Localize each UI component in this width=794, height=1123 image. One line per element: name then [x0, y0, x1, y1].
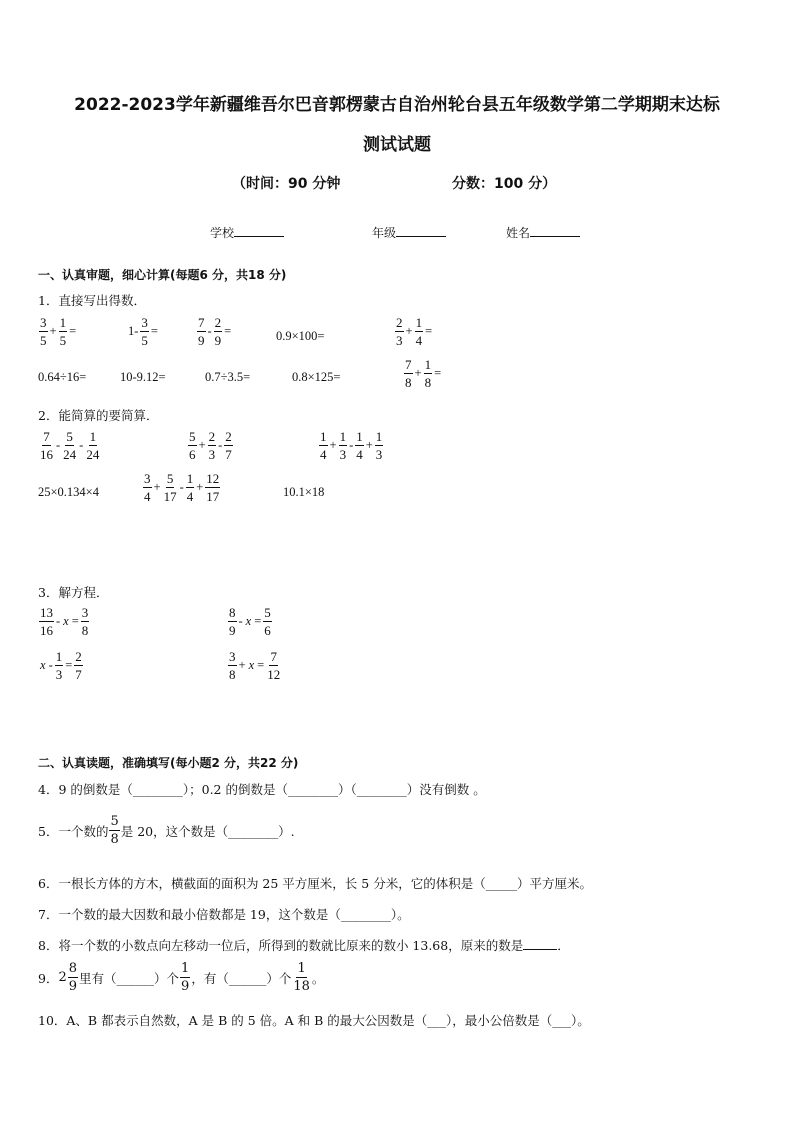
q1-item-c: 7 9 - $\frac{2}{9}$ =	[198, 315, 232, 348]
q1-item-f: 0.64÷16=	[38, 370, 87, 384]
page-title: 2022-2023学年新疆维吾尔巴音郭楞蒙古自治州轮台县五年级数学第二学期期末达标	[74, 95, 720, 115]
time-info: （时间：90 分钟	[232, 176, 341, 192]
q1-item-d: 0.9×100=	[276, 329, 325, 343]
q9: 9． 2 8 9 里有（______）个 1 9 ，有（______）个 1 18 。	[38, 961, 325, 994]
name-field: 姓名	[506, 224, 580, 241]
q3-item-c: x - $\frac{1}{3}$ = $\frac{2}{7}$	[40, 649, 82, 682]
q1-item-i: 0.8×125=	[292, 370, 341, 384]
section1-heading: 一、认真审题，细心计算(每题6 分，共18 分)	[38, 268, 287, 282]
q2-title: 2．能简算的要简算．	[38, 408, 159, 423]
q7: 7．一个数的最大因数和最小倍数都是 19，这个数是（________）。	[38, 907, 410, 922]
q2-item-a: 7 16 - 5 24 - 1 24	[40, 429, 100, 462]
score-info: 分数：100 分）	[452, 176, 557, 192]
page-title-line2: 测试试题	[363, 135, 431, 155]
q3-item-a: 13 16 - x = $\frac{3}{8}$	[40, 605, 89, 638]
grade-field: 年级	[372, 224, 446, 241]
q6: 6．一根长方体的方木，横截面的面积为 25 平方厘米，长 5 分米，它的体积是（_____）平方厘米。	[38, 876, 592, 891]
school-field: 学校	[210, 224, 284, 241]
q2-item-b: 5 6 + $\frac{2}{3}$ - 2 7	[189, 429, 232, 462]
q1-item-b: 1- $\frac{3}{5}$ =	[128, 315, 158, 348]
q2-item-e: 3 4 + $\frac{5}{17}$ - 1 4 + $\frac{12}{17}$	[144, 471, 220, 504]
q1-item-a: 3 5 + $\frac{1}{5}$ =	[40, 315, 77, 348]
q3-title: 3．解方程．	[38, 585, 109, 600]
q2-item-c: 1 4 + $\frac{1}{3}$ - 1 4 + $\frac{1}{3}$	[320, 429, 383, 462]
q2-item-f: 10.1×18	[283, 485, 325, 499]
q8: 8．将一个数的小数点向左移动一位后，所得到的数就比原来的数小 13.68，原来的数是 ．	[38, 938, 570, 953]
q1-item-e: 2 3 + $\frac{1}{4}$ =	[396, 315, 433, 348]
q5: 5．一个数的 5 8 是 20，这个数是（________）.	[38, 814, 295, 847]
q1-item-g: 10-9.12=	[120, 370, 166, 384]
q1-title: 1．直接写出得数．	[38, 293, 146, 308]
q1-item-j: 7 8 + $\frac{1}{8}$ =	[405, 357, 442, 390]
q4: 4．9 的倒数是（________）；0.2 的倒数是（________）（________）没有倒数 。	[38, 782, 486, 797]
q2-item-d: 25×0.134×4	[38, 485, 99, 499]
q10: 10．A、B 都表示自然数，A 是 B 的 5 倍。A 和 B 的最大公因数是（___），最小公倍数是（___）。	[38, 1013, 590, 1028]
section2-heading: 二、认真读题，准确填写(每小题2 分，共22 分)	[38, 756, 299, 770]
q1-item-h: 0.7÷3.5=	[205, 370, 251, 384]
q3-item-b: 8 9 - x = $\frac{5}{6}$	[229, 605, 271, 638]
q3-item-d: 3 8 + x = $\frac{7}{12}$	[229, 649, 281, 682]
